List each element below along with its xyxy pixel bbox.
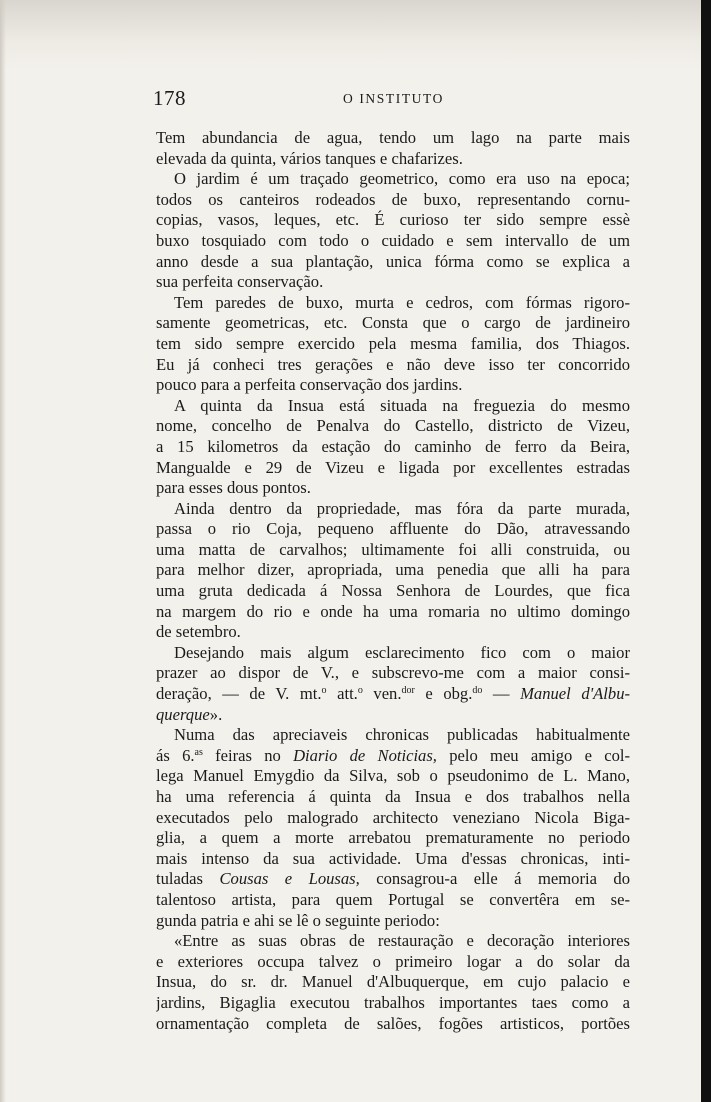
text-line: de setembro. xyxy=(156,622,241,642)
text-line: samente geometricas, etc. Consta que o cargo de jardineiro xyxy=(156,313,630,333)
body-text xyxy=(156,128,630,1034)
text-line: A quinta da Insua está situada na freguezia do mesmo xyxy=(174,395,630,415)
text-line: a 15 kilometros da estação do caminho de ferro da Beira, xyxy=(156,436,630,456)
text-line: jardins, Bigaglia executou trabalhos importantes taes como a xyxy=(156,992,630,1012)
author-name-end: querque xyxy=(156,704,210,724)
text-line: tem sido sempre exercido pela mesma familia, dos Thiagos. xyxy=(156,333,630,353)
text-line: para esses dous pontos. xyxy=(156,478,311,498)
text-line: Mangualde e 29 de Vizeu e ligada por excellentes estradas xyxy=(156,457,630,477)
text-line: buxo tosquiado com todo o cuidado e sem intervallo de um xyxy=(156,230,630,250)
author-name: Manuel d'Albu- xyxy=(520,684,630,704)
text-line: tuladas Cousas e Lousas, consagrou-a elle á memoria do xyxy=(156,869,630,889)
scan-right-border xyxy=(701,0,711,1102)
text-line: Tem abundancia de agua, tendo um lago na parte mais xyxy=(156,128,630,147)
page-top-shadow xyxy=(0,0,711,70)
page-left-shadow xyxy=(0,0,6,1102)
text-line: copias, vasos, leques, etc. É curioso ter sido sempre essè xyxy=(156,210,630,230)
text-line: «Entre as suas obras de restauração e decoração interiores xyxy=(174,931,630,951)
text-line: na margem do rio e onde ha uma romaria no ultimo domingo xyxy=(156,601,630,621)
signature-line: deração, — de V. mt.$^o$ att.$^o$ ven.$^{dor}$ e obg.$^{do}$ — Manuel d'Albu- xyxy=(156,684,630,704)
newspaper-title: Diario de Noticias, xyxy=(293,745,437,765)
text-line: Tem paredes de buxo, murta e cedros, com fórmas rigoro- xyxy=(174,292,630,312)
text-line: lega Manuel Emygdio da Silva, sob o pseudonimo de L. Mano, xyxy=(156,766,630,786)
text-line: Desejando mais algum esclarecimento fico com o maior xyxy=(174,642,630,662)
text-line: Insua, do sr. dr. Manuel d'Albuquerque, em cujo palacio e xyxy=(156,972,630,992)
page-number: 178 xyxy=(153,86,186,110)
text-line: prazer ao dispor de V., e subscrevo-me com a maior consi- xyxy=(156,663,630,683)
text-line: sua perfeita conservação. xyxy=(156,272,324,292)
signature-line-end: querque». xyxy=(156,704,223,724)
text-line: pouco para a perfeita conservação dos jardins. xyxy=(156,375,463,395)
text-line: elevada da quinta, vários tanques e chafarizes. xyxy=(156,148,463,168)
text-line: gunda patria e ahi se lê o seguinte periodo: xyxy=(156,910,440,930)
text-line: glia, a quem a morte arrebatou prematuramente no periodo xyxy=(156,828,630,848)
text-line: uma matta de carvalhos; ultimamente foi alli construida, ou xyxy=(156,539,630,559)
text-line: passa o rio Coja, pequeno affluente do Dão, atravessando xyxy=(156,519,630,539)
text-line: ás 6.$^{as}$ feiras no Diario de Noticias, pelo meu amigo e col- xyxy=(156,745,630,765)
text-line: talentoso artista, para quem Portugal se convertêra em se- xyxy=(156,889,630,909)
text-line: para melhor dizer, apropriada, uma penedia que alli ha para xyxy=(156,560,630,580)
text-line: O jardim é um traçado geometrico, como era uso na epoca; xyxy=(174,169,630,189)
text-line: ornamentação completa de salões, fogões artisticos, portões xyxy=(156,1013,630,1033)
text-line: nome, concelho de Penalva do Castello, districto de Vizeu, xyxy=(156,416,630,436)
text-line: todos os canteiros rodeados de buxo, representando cornu- xyxy=(156,189,630,209)
text-line: Eu já conheci tres gerações e não deve isso ter concorrido xyxy=(156,354,630,374)
text-line: e exteriores occupa talvez o primeiro logar a do solar da xyxy=(156,951,630,971)
text-line: anno desde a sua plantação, unica fórma como se explica a xyxy=(156,251,630,271)
text-line: executados pelo malogrado architecto veneziano Nicola Biga- xyxy=(156,807,630,827)
text-line: uma gruta dedicada á Nossa Senhora de Lourdes, que fica xyxy=(156,581,630,601)
running-title: O INSTITUTO xyxy=(343,91,444,106)
text-line: ha uma referencia á quinta da Insua e dos trabalhos nella xyxy=(156,787,630,806)
chronicle-title: Cousas e Lousas, xyxy=(219,869,360,889)
text-line: Numa das apreciaveis chronicas publicadas habitualmente xyxy=(174,725,630,745)
text-line: mais intenso da sua actividade. Uma d'essas chronicas, inti- xyxy=(156,848,630,868)
text-line: Ainda dentro da propriedade, mas fóra da parte murada, xyxy=(174,498,630,518)
